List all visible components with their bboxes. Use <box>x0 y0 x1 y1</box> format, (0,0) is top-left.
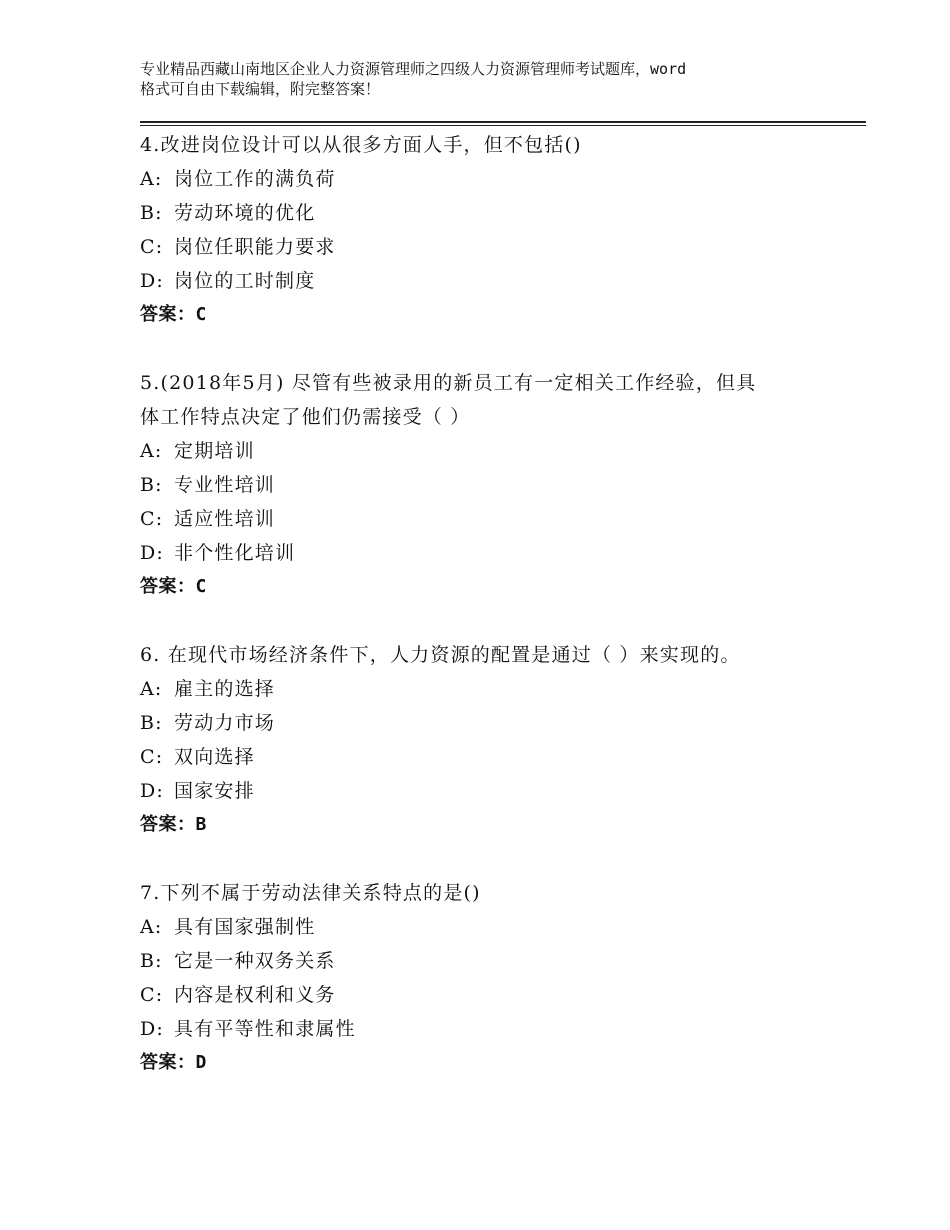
option-letter: A: <box>140 440 163 462</box>
document-header <box>140 59 840 99</box>
question-spacer <box>140 842 840 876</box>
answer-line: 答案：C <box>140 576 207 597</box>
option-letter: B: <box>140 950 163 972</box>
question-text: 5.(2018年5月) 尽管有些被录用的新员工有一定相关工作经验，但具 <box>140 372 757 394</box>
option-letter: A: <box>140 916 163 938</box>
option-text: 岗位的工时制度 <box>174 270 316 292</box>
option-d <box>140 264 840 298</box>
option-letter: B: <box>140 474 163 496</box>
answer-line: 答案：D <box>140 1052 207 1073</box>
option-letter: B: <box>140 202 163 224</box>
header-line-2: 格式可自由下载编辑，附完整答案！ <box>140 80 381 98</box>
question-item <box>140 128 840 332</box>
option-a <box>140 672 840 706</box>
question-spacer <box>140 332 840 366</box>
option-letter: D: <box>140 780 165 802</box>
option-text: 岗位工作的满负荷 <box>174 168 336 190</box>
option-text: 双向选择 <box>174 746 255 768</box>
option-c <box>140 978 840 1012</box>
option-c <box>140 740 840 774</box>
option-letter: D: <box>140 542 165 564</box>
question-item <box>140 638 840 842</box>
option-text: 适应性培训 <box>174 508 276 530</box>
option-text: 劳动力市场 <box>174 712 276 734</box>
option-text: 国家安排 <box>174 780 255 802</box>
option-c <box>140 230 840 264</box>
option-text: 具有平等性和隶属性 <box>174 1018 356 1040</box>
option-letter: C: <box>140 236 164 258</box>
option-d <box>140 1012 840 1046</box>
option-letter: D: <box>140 270 165 292</box>
question-text-continued: 体工作特点决定了他们仍需接受（ ） <box>140 406 471 428</box>
option-b <box>140 944 840 978</box>
header-line-1: 专业精品西藏山南地区企业人力资源管理师之四级人力资源管理师考试题库，word <box>140 60 687 78</box>
option-text: 非个性化培训 <box>174 542 296 564</box>
question-text: 4.改进岗位设计可以从很多方面人手，但不包括() <box>140 134 582 156</box>
option-text: 劳动环境的优化 <box>174 202 316 224</box>
option-b <box>140 706 840 740</box>
question-text: 7.下列不属于劳动法律关系特点的是() <box>140 882 481 904</box>
option-text: 具有国家强制性 <box>174 916 316 938</box>
option-d <box>140 536 840 570</box>
option-text: 专业性培训 <box>174 474 276 496</box>
header-divider-thick <box>140 121 866 123</box>
option-text: 内容是权利和义务 <box>174 984 336 1006</box>
option-letter: D: <box>140 1018 165 1040</box>
option-c <box>140 502 840 536</box>
question-list <box>140 128 840 1080</box>
question-item <box>140 876 840 1080</box>
header-divider-thin <box>140 125 866 126</box>
option-letter: A: <box>140 168 163 190</box>
option-text: 它是一种双务关系 <box>174 950 336 972</box>
question-text: 6. 在现代市场经济条件下，人力资源的配置是通过（ ）来实现的。 <box>140 644 741 666</box>
answer-line: 答案：C <box>140 304 207 325</box>
option-letter: C: <box>140 746 164 768</box>
option-a <box>140 434 840 468</box>
option-a <box>140 162 840 196</box>
option-b <box>140 468 840 502</box>
option-a <box>140 910 840 944</box>
option-text: 雇主的选择 <box>174 678 276 700</box>
question-item <box>140 366 840 604</box>
option-b <box>140 196 840 230</box>
option-text: 定期培训 <box>174 440 255 462</box>
answer-line: 答案：B <box>140 814 207 835</box>
option-text: 岗位任职能力要求 <box>174 236 336 258</box>
question-spacer <box>140 604 840 638</box>
option-letter: B: <box>140 712 163 734</box>
option-d <box>140 774 840 808</box>
option-letter: C: <box>140 984 164 1006</box>
option-letter: C: <box>140 508 164 530</box>
option-letter: A: <box>140 678 163 700</box>
